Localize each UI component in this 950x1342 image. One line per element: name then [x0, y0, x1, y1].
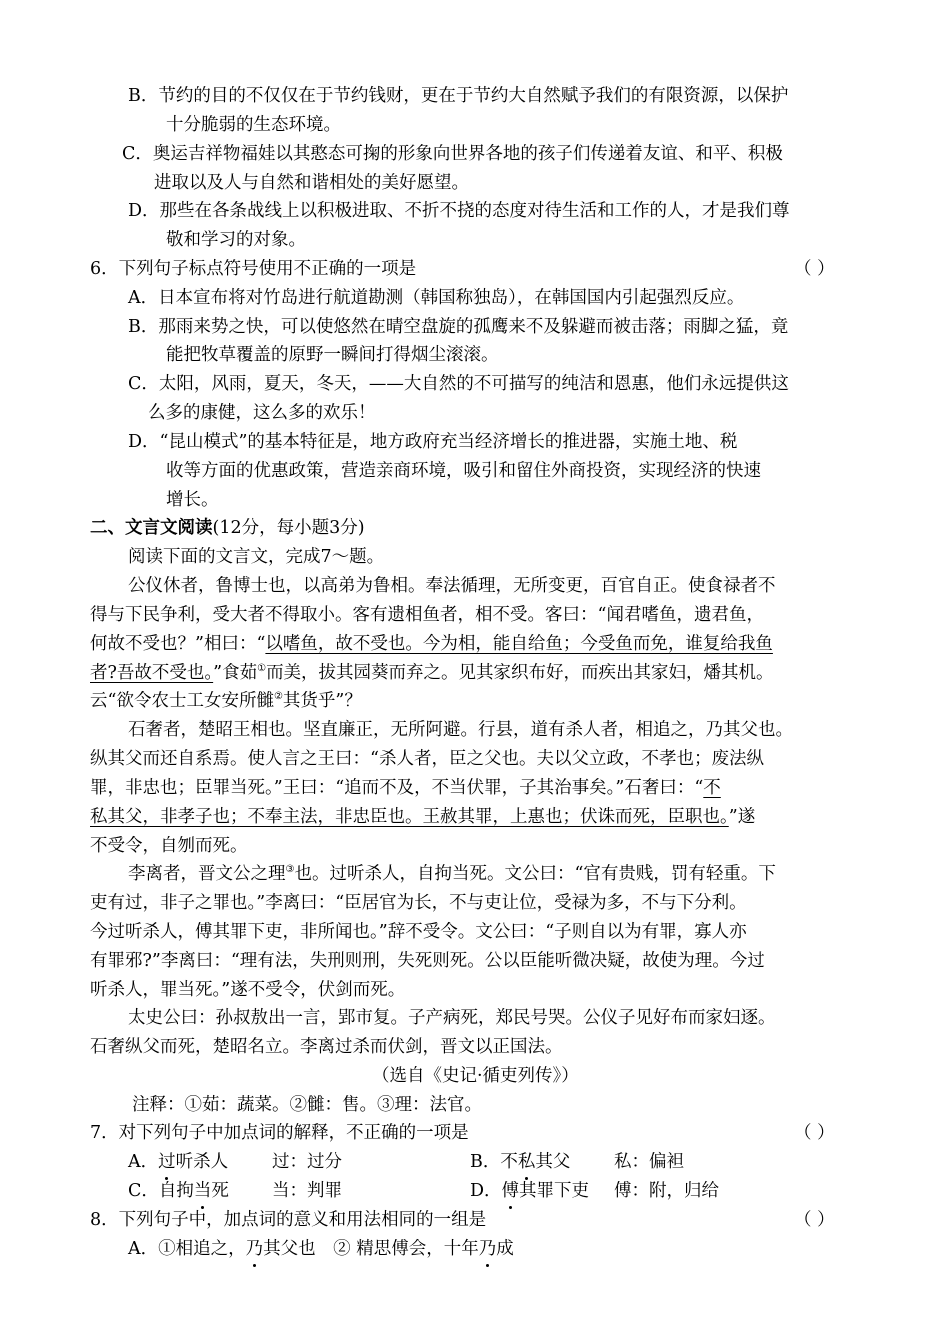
- q5-option-b-line2: 十分脆弱的生态环境。: [166, 115, 341, 135]
- q5-option-d-line2: 敬和学习的对象。: [166, 230, 306, 250]
- passage-p3-line5: 听杀人，罪当死。”遂不受令，伏剑而死。: [90, 980, 406, 1000]
- passage-p1-line1: 公仪休者，鲁博士也，以高弟为鲁相。奉法循理，无所变更，百官自正。使食禄者不: [128, 576, 776, 596]
- passage-p1-line3: 何故不受也？”相曰：“以嗜鱼，故不受也。今为相，能自给鱼；今受鱼而免，谁复给我鱼: [90, 634, 773, 654]
- q5-option-d-line1: D．那些在各条战线上以积极进取、不折不挠的态度对待生活和工作的人，才是我们尊: [128, 201, 790, 221]
- q5-option-c-line2: 进取以及人与自然和谐相处的美好愿望。: [154, 173, 469, 193]
- section-instruction: 阅读下面的文言文，完成7～题。: [128, 547, 385, 567]
- section-score: (12分，每小题3分): [212, 518, 365, 538]
- q5-option-c-line1: C．奥运吉祥物福娃以其憨态可掬的形象向世界各地的孩子们传递着友谊、和平、积极: [122, 144, 783, 164]
- footnote-marker-1: ①: [257, 663, 267, 675]
- q6-answer-blank: （ ）: [794, 259, 835, 279]
- passage-p3-line2: 吏有过，非子之罪也。”李离曰：“臣居官为长，不与吏让位，受禄为多，不与下分利。: [90, 893, 747, 913]
- emphasis-dot-char: 乃: [245, 1239, 264, 1259]
- q8-stem: 8．下列句子中，加点词的意义和用法相同的一组是: [90, 1210, 487, 1230]
- passage-p3-line3: 今过听杀人，傅其罪下吏，非所闻也。”辞不受令。文公曰：“子则自以为有罪，寡人亦: [90, 922, 747, 942]
- passage-p4-line2: 石奢纵父而死，楚昭名立。李离过杀而伏剑，晋文以正国法。: [90, 1037, 563, 1057]
- passage-p3-line4: 有罪邪?”李离曰：“理有法，失刑则刑，失死则死。公以臣能听微决疑，故使为理。今过: [90, 951, 765, 971]
- q7-option-d: D．傅其罪下吏: [470, 1181, 590, 1201]
- q6-option-d-line2: 收等方面的优惠政策，营造亲商环境，吸引和留住外商投资，实现经济的快速: [166, 461, 761, 481]
- q7-option-b-gloss: 私：偏袒: [614, 1152, 684, 1172]
- emphasis-dot-char: 傅: [501, 1181, 520, 1201]
- q6-option-b-line1: B．那雨来势之快，可以使悠然在晴空盘旋的孤鹰来不及躲避而被击落；雨脚之猛，竟: [128, 317, 789, 337]
- q6-option-c-line1: C．太阳，风雨，夏天，冬天，——大自然的不可描写的纯洁和恩惠，他们永远提供这: [128, 374, 789, 394]
- q5-option-b-line1: B．节约的目的不仅仅在于节约钱财，更在于节约大自然赋予我们的有限资源，以保护: [128, 86, 789, 106]
- q6-option-d-line3: 增长。: [166, 490, 219, 510]
- footnote-marker-3: ③: [285, 864, 295, 876]
- q7-option-c: C．自拘当死: [128, 1181, 229, 1201]
- passage-p2-line5: 不受令，自刎而死。: [90, 836, 248, 856]
- section-title: 二、文言文阅读: [90, 518, 213, 538]
- passage-p2-line1: 石奢者，楚昭王相也。坚直廉正，无所阿避。行县，道有杀人者，相追之，乃其父也。: [128, 720, 793, 740]
- footnote-marker-2: ②: [273, 691, 283, 703]
- passage-p3-line1: 李离者，晋文公之理③也。过听杀人，自拘当死。文公曰：“官有贵贱，罚有轻重。下: [128, 864, 776, 884]
- emphasis-dot-char: 过: [158, 1152, 176, 1172]
- emphasis-dot-char: 当: [193, 1181, 212, 1201]
- passage-p1-line2: 得与下民争利，受大者不得取小。客有遗相鱼者，相不受。客曰：“闻君嗜鱼，遗君鱼，: [90, 605, 764, 625]
- q7-option-c-gloss: 当：判罪: [272, 1181, 342, 1201]
- passage-p1-line4: 者?吾故不受也。”食茹①而美，拔其园葵而弃之。见其家织布好，而疾出其家妇，燔其机。: [90, 663, 774, 683]
- section-heading: [90, 516, 365, 540]
- emphasis-dot-char: 乃: [478, 1239, 497, 1259]
- passage-p2-line4: 私其父，非孝子也；不奉主法，非忠臣也。王赦其罪，上惠也；伏诛而死，臣职也。”遂: [90, 807, 756, 827]
- q6-option-c-line2: 么多的康健，这么多的欢乐！: [148, 403, 376, 423]
- passage-p4-line1: 太史公曰：孙叔敖出一言，郢市复。子产病死，郑民号哭。公仪子见好布而家妇逐。: [128, 1008, 776, 1028]
- q8-answer-blank: （ ）: [794, 1210, 835, 1230]
- q6-option-d-line1: D．“昆山模式”的基本特征是，地方政府充当经济增长的推进器，实施土地、税: [128, 432, 738, 452]
- passage-p2-line3: 罪，非忠也；臣罪当死。”王曰：“追而不及，不当伏罪，子其治事矣。”石奢曰：“不: [90, 778, 721, 798]
- passage-notes: 注释：①茹：蔬菜。②雠：售。③理：法官。: [132, 1095, 482, 1115]
- underlined-sentence-2a: 不: [703, 778, 721, 798]
- q7-option-d-gloss: 傅：附，归给: [614, 1181, 719, 1201]
- passage-p2-line2: 纵其父而还自系焉。使人言之王曰：“杀人者，臣之父也。夫以父立政，不孝也；废法纵: [90, 749, 764, 769]
- underlined-sentence-1a: 以嗜鱼，故不受也。今为相，能自给鱼；今受鱼而免，谁复给我鱼: [265, 634, 773, 654]
- emphasis-dot-char: 私: [517, 1152, 536, 1172]
- q7-answer-blank: （ ）: [794, 1123, 835, 1143]
- q7-option-a: A．过听杀人: [128, 1152, 229, 1172]
- passage-p1-line5: 云“欲令农士工女安所雠②其货乎”？: [90, 691, 362, 711]
- underlined-sentence-2b: 私其父，非孝子也；不奉主法，非忠臣也。王赦其罪，上惠也；伏诛而死，臣职也。: [90, 807, 729, 827]
- q7-option-b: B．不私其父: [470, 1152, 571, 1172]
- underlined-sentence-1b: 者?吾故不受也。: [90, 663, 214, 683]
- q8-option-a: A．①相追之，乃其父也 ② 精思傅会，十年乃成: [128, 1239, 514, 1259]
- q6-stem: 6．下列句子标点符号使用不正确的一项是: [90, 259, 417, 279]
- q6-option-a: A．日本宣布将对竹岛进行航道勘测（韩国称独岛），在韩国国内引起强烈反应。: [128, 288, 745, 308]
- q7-option-a-gloss: 过：过分: [272, 1152, 342, 1172]
- passage-source: （选自《史记·循吏列传》）: [372, 1066, 579, 1086]
- q7-stem: 7．对下列句子中加点词的解释，不正确的一项是: [90, 1123, 469, 1143]
- q6-option-b-line2: 能把牧草覆盖的原野一瞬间打得烟尘滚滚。: [166, 345, 499, 365]
